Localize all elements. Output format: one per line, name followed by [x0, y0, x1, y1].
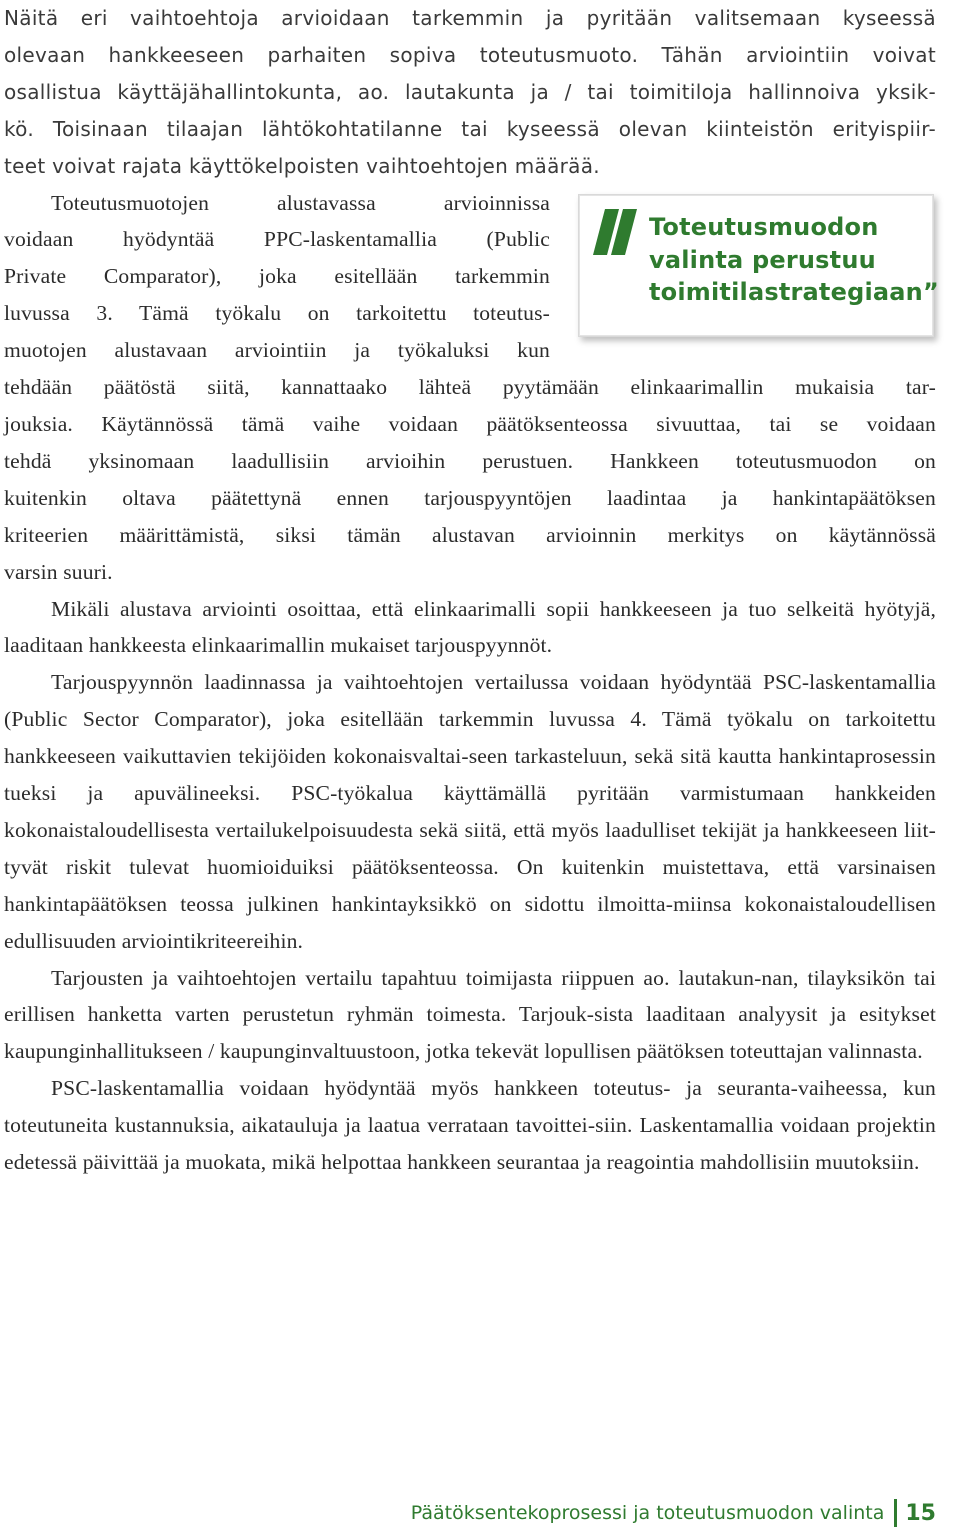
- text-line: voidaan hyödyntää PPC-laskentamallia (Public: [4, 227, 550, 252]
- text-line: osallistua käyttäjähallintokunta, ao. lautakunta ja / tai toimitiloja hallinnoiva yksik-: [4, 79, 936, 104]
- text-line: tehdä yksinomaan laadullisiin arvioihin perustuen. Hankkeen toteutusmuodon on: [4, 448, 936, 473]
- pull-quote-line: valinta perustuu: [649, 245, 876, 274]
- page-number: 15: [905, 1500, 936, 1526]
- pull-quote-line: toimitilastrategiaan”: [649, 278, 939, 306]
- quote-mark-icon: [593, 209, 637, 255]
- body-paragraph: Tarjousten ja vaihtoehtojen vertailu tapahtuu toimijasta riippuen ao. lautakun-nan, tilayksikön tai erillisen hanketta varten perustetun ryhmän toimesta. Tarjouk-sista laaditaan analyysit ja esitykset kaupunginhallitukseen / kaupunginvaltuustoon, jotka tekevät lopullisen päätöksen toteuttajan valinnasta.: [4, 965, 936, 1064]
- pull-quote-text: [649, 211, 939, 309]
- text-line: jouksia. Käytännössä tämä vaihe voidaan päätöksenteossa sivuuttaa, tai se voidaan: [4, 411, 936, 436]
- wrapped-text-continued: [4, 369, 936, 590]
- pull-quote-box: [578, 194, 939, 337]
- body-paragraph: Mikäli alustava arviointi osoittaa, että elinkaarimalli sopii hankkeeseen ja tuo selkeitä hyötyjä, laaditaan hankkeesta elinkaarimallin mukaiset tarjouspyynnöt.: [4, 596, 936, 658]
- page-footer: [411, 1499, 936, 1527]
- text-line: tehdään päätöstä siitä, kannattaako lähteä pyytämään elinkaarimallin mukaisia tar-: [4, 375, 936, 400]
- wrapped-text-column: [4, 185, 550, 370]
- footer-title: Päätöksentekoprosessi ja toteutusmuodon valinta: [410, 1502, 885, 1524]
- text-line: kö. Toisinaan tilaajan lähtökohtatilanne tai kyseessä olevan kiinteistön erityispiir-: [4, 116, 936, 141]
- text-line: Toteutusmuotojen alustavassa arvioinnissa: [51, 190, 550, 215]
- text-line: kriteerien määrittämistä, siksi tämän alustavan arvioinnin merkitys on käytännössä: [4, 522, 936, 547]
- footer-divider: [894, 1499, 897, 1527]
- body-paragraph: PSC-laskentamallia voidaan hyödyntää myös hankkeen toteutus- ja seuranta-vaiheessa, kun toteutuneita kustannuksia, aikatauluja ja laatua verrataan tavoittei-siin. Laskentamallia voidaan projektin edetessä päivittää ja muokata, mikä helpottaa hankkeen seurantaa ja reagointia mahdollisiin muutoksiin.: [4, 1076, 936, 1175]
- text-line: Private Comparator), joka esitellään tarkemmin: [4, 264, 550, 289]
- text-line: kuitenkin oltava päätettynä ennen tarjouspyyntöjen laadintaa ja hankintapäätöksen: [4, 485, 936, 510]
- page-body: [4, 0, 939, 1181]
- intro-paragraph: [4, 0, 936, 185]
- text-line: olevaan hankkeeseen parhaiten sopiva toteutusmuoto. Tähän arviointiin voivat: [4, 42, 936, 67]
- pull-quote-line: Toteutusmuodon: [649, 213, 879, 241]
- text-line: teet voivat rajata käyttökelpoisten vaihtoehtojen määrää.: [4, 153, 600, 178]
- text-line: Näitä eri vaihtoehtoja arvioidaan tarkemmin ja pyritään valitsemaan kyseessä: [4, 6, 936, 30]
- body-paragraph: Tarjouspyynnön laadinnassa ja vaihtoehtojen vertailussa voidaan hyödyntää PSC-laskentamallia (Public Sector Comparator), joka esitellään tarkemmin luvussa 4. Tämä työkalu on tarkoitettu hankkeeseen vaikuttavien tekijöiden kokonaisvaltai-seen tarkasteluun, sekä sitä kautta hankintaprosessin tueksi ja apuvälineeksi. PSC-työkalua käyttämällä pyritään varmistumaan hankkeiden kokonaistaloudellisesta vertailukelpoisuudesta sekä siitä, että myös laadulliset tekijät ja hankkeeseen liit-tyvät riskit tulevat huomioiduiksi päätöksenteossa. On kuitenkin muistettava, että varsinaisen hankintapäätöksen teossa julkinen hankintayksikkö on sidottu ilmoitta-miinsa kokonaistaloudellisen edullisuuden arviointikriteereihin.: [4, 670, 936, 953]
- text-line: luvussa 3. Tämä työkalu on tarkoitettu toteutus-: [4, 301, 550, 326]
- text-line: varsin suuri.: [4, 559, 113, 584]
- text-line: muotojen alustavaan arviointiin ja työkaluksi kun: [4, 338, 550, 363]
